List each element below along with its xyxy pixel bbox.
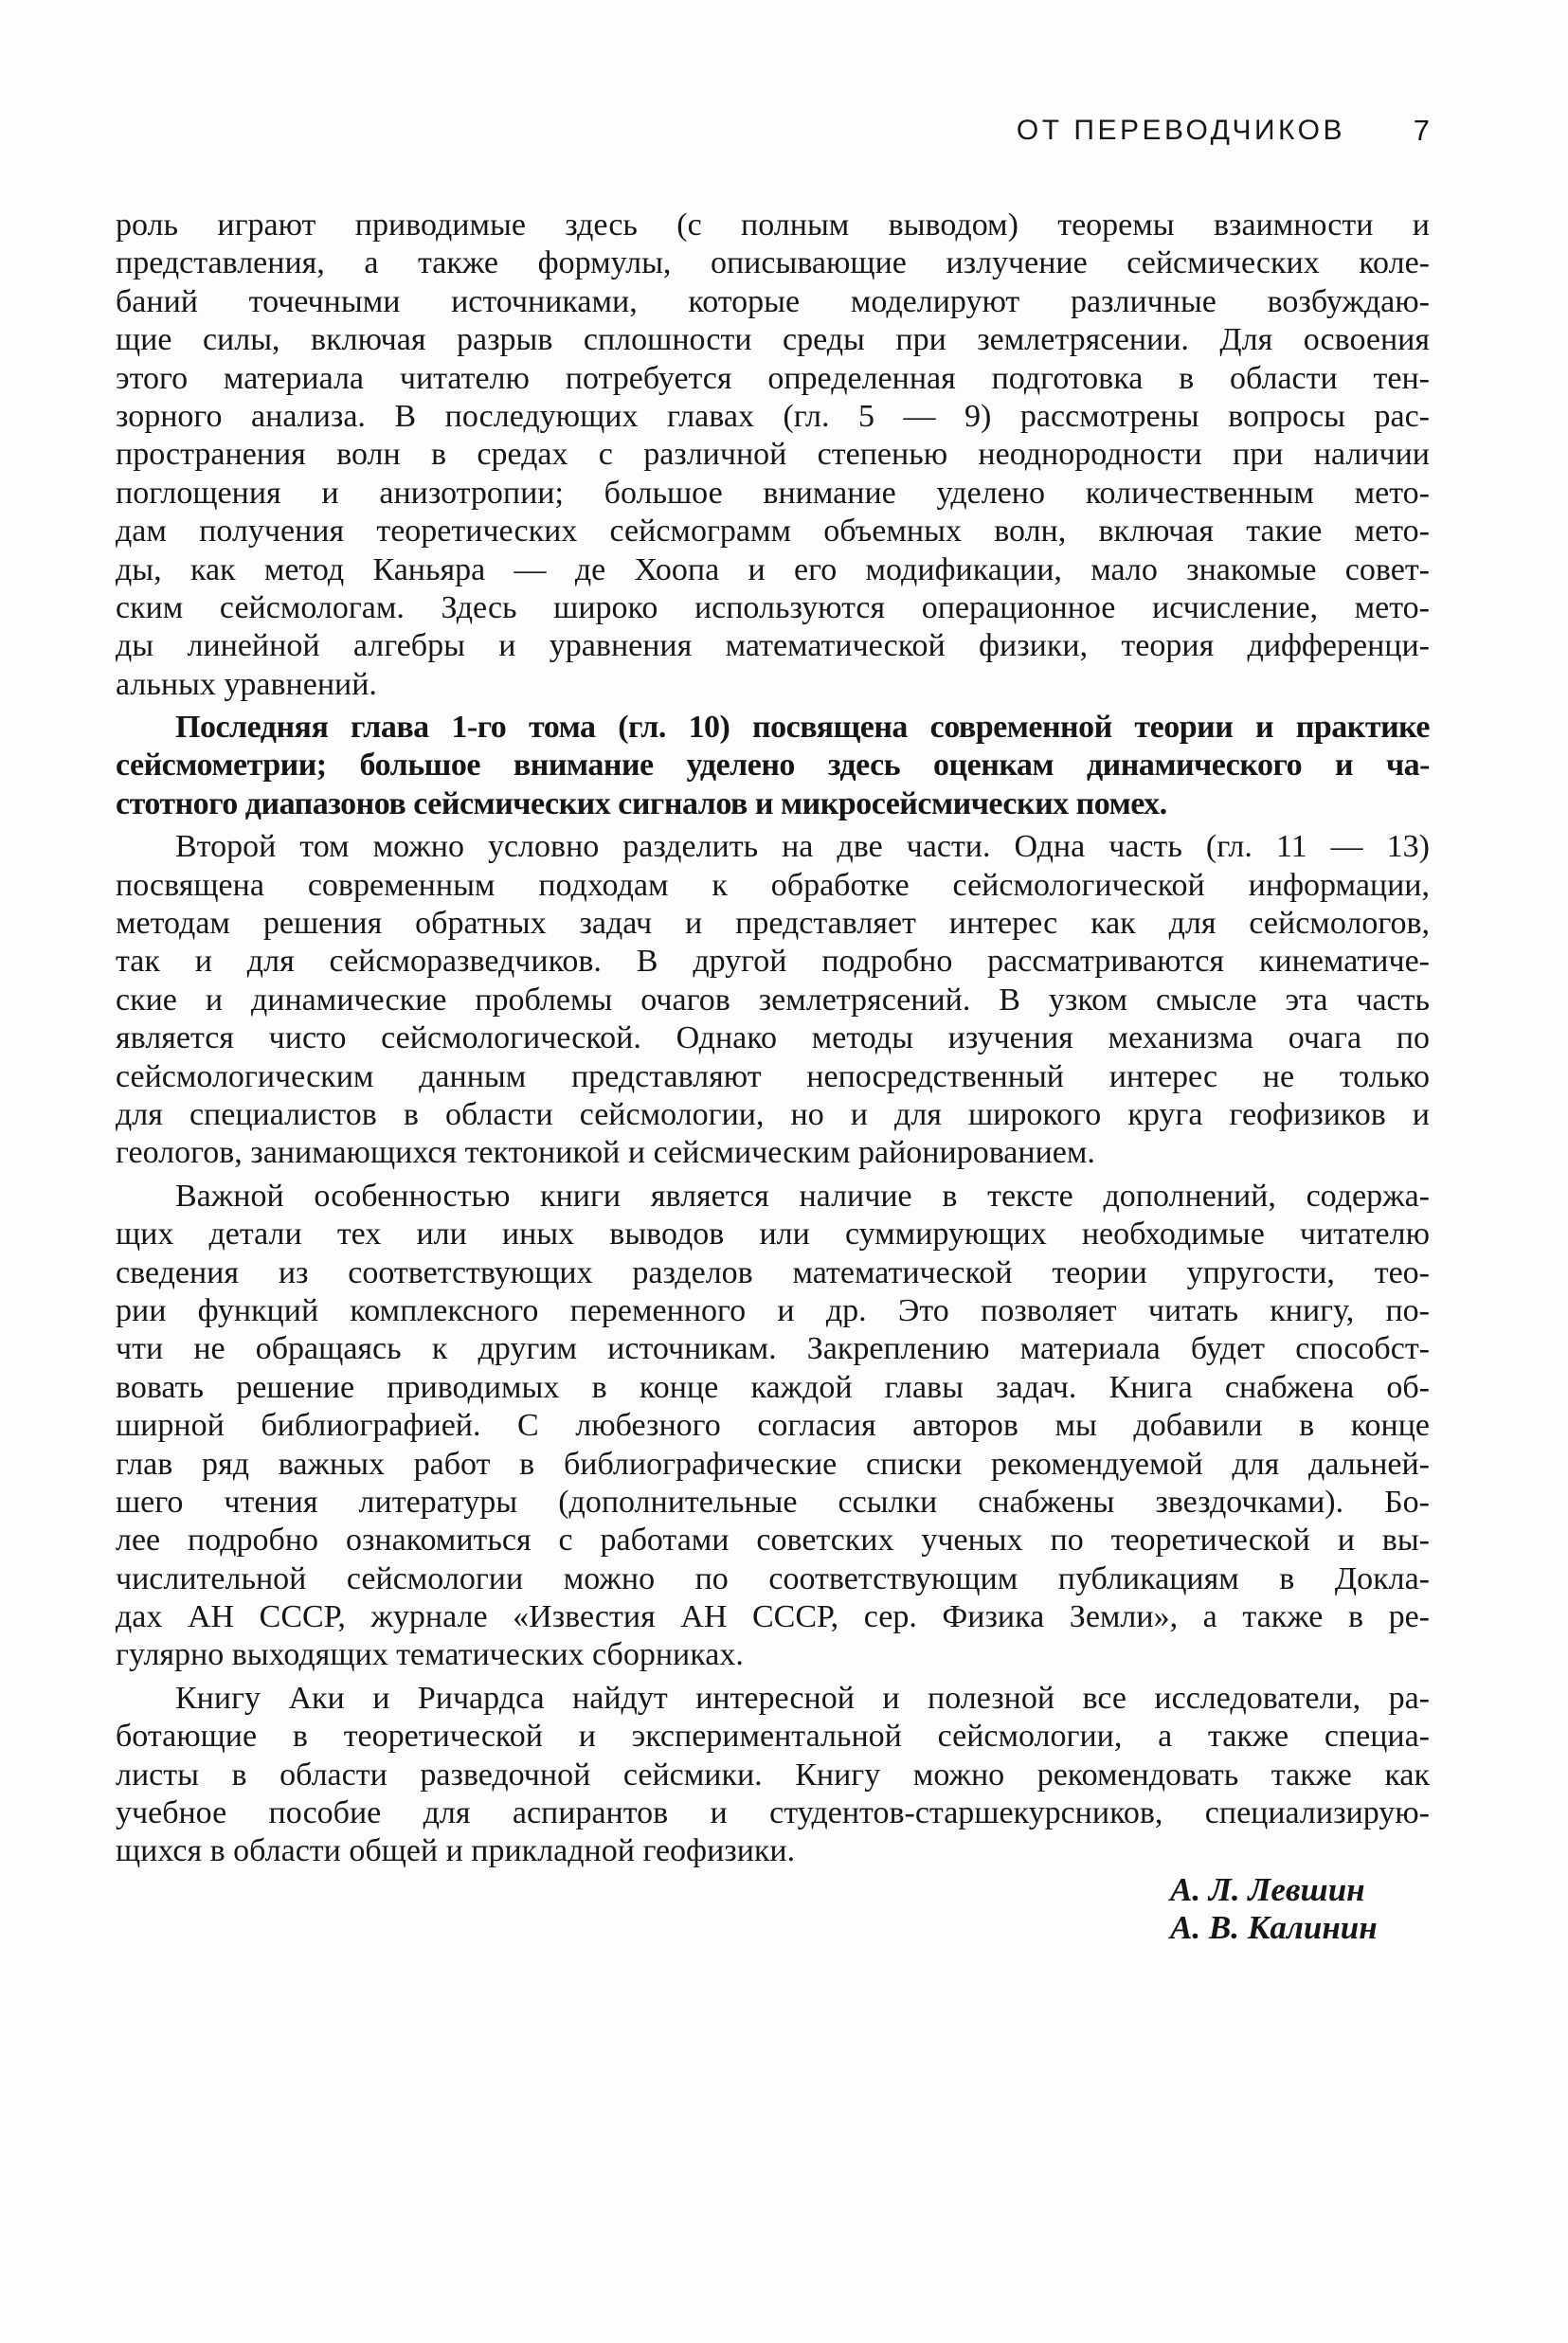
paragraph-1 [116,207,1430,704]
text-line: так и для сейсморазведчиков. В другой подробно рассматриваются кинематиче- [116,944,1430,980]
text-line: Последняя глава 1-го тома (гл. 10) посвящена современной теории и практике [175,710,1430,746]
text-line: баний точечными источниками, которые моделируют различные возбуждаю- [116,283,1430,319]
text-line: сейсмологическим данным представляют непосредственный интерес не только [116,1058,1430,1094]
text-line: лее подробно ознакомиться с работами советских ученых по теоретической и вы- [116,1523,1430,1559]
text-line: щие силы, включая разрыв сплошности среды при землетрясении. Для освоения [116,322,1430,358]
paragraph-5 [116,1680,1430,1871]
text-line: представления, а также формулы, описывающие излучение сейсмических коле- [116,245,1430,281]
text-line: глав ряд важных работ в библиографические списки рекомендуемой для дальней- [116,1446,1430,1482]
text-line: ды, как метод Каньяра — де Хоопа и его модификации, мало знакомые совет- [116,551,1430,587]
text-line: щихся в области общей и прикладной геофизики. [116,1833,796,1869]
text-line: Важной особенностью книги является наличие в тексте дополнений, содержа- [175,1178,1430,1214]
text-line: методам решения обратных задач и представляет интерес как для сейсмологов, [116,906,1430,942]
text-line: учебное пособие для аспирантов и студентов-старшекурсников, специализирую- [116,1795,1430,1831]
text-line: является чисто сейсмологической. Однако методы изучения механизма очага по [116,1020,1430,1056]
text-line: Второй том можно условно разделить на две части. Одна часть (гл. 11 — 13) [175,829,1430,865]
text-line: поглощения и анизотропии; большое внимание уделено количественным мето- [116,475,1430,511]
text-line: ским сейсмологам. Здесь широко используются операционное исчисление, мето- [116,589,1430,625]
text-line: числительной сейсмологии можно по соответствующим публикациям в Докла- [116,1560,1430,1596]
text-line: гулярно выходящих тематических сборниках. [116,1637,744,1673]
text-line: щих детали тех или иных выводов или суммирующих необходимые читателю [116,1217,1430,1253]
text-line: посвящена современным подходам к обработке сейсмологической информации, [116,867,1430,903]
text-line: геологов, занимающихся тектоникой и сейсмическим районированием. [116,1135,1095,1171]
signature-kalinin: А. В. Калинин [1170,1909,1378,1947]
page-number: 7 [1413,114,1430,147]
text-line: Книгу Аки и Ричардса найдут интересной и полезной все исследователи, ра- [175,1680,1430,1716]
translator-signatures [116,1871,1430,1948]
paragraph-2 [116,709,1430,823]
text-line: вовать решение приводимых в конце каждой главы задач. Книга снабжена об- [116,1369,1430,1405]
text-line: зорного анализа. В последующих главах (гл. 5 — 9) рассмотрены вопросы рас- [116,398,1430,434]
text-line: сейсмометрии; большое внимание уделено здесь оценкам динамического и ча- [116,748,1430,784]
text-line: стотного диапазонов сейсмических сигналов и микросейсмических помех. [116,785,1167,821]
text-line: альных уравнений. [116,666,377,702]
text-line: шего чтения литературы (дополнительные ссылки снабжены звездочками). Бо- [116,1484,1430,1520]
text-line: этого материала читателю потребуется определенная подготовка в области тен- [116,360,1430,396]
text-line: рии функций комплексного переменного и др. Это позволяет читать книгу, по- [116,1292,1430,1328]
running-header: ОТ ПЕРЕВОДЧИКОВ [1016,115,1345,146]
text-line: ширной библиографией. С любезного согласия авторов мы добавили в конце [116,1408,1430,1444]
text-line: чти не обращаясь к другим источникам. Закреплению материала будет способст- [116,1331,1430,1367]
text-line: сведения из соответствующих разделов математической теории упругости, тео- [116,1254,1430,1290]
text-line: для специалистов в области сейсмологии, но и для широкого круга геофизиков и [116,1096,1430,1132]
text-line: дах АН СССР, журнале «Известия АН СССР, сер. Физика Земли», а также в ре- [116,1599,1430,1635]
text-line: ботающие в теоретической и экспериментальной сейсмологии, а также специа- [116,1719,1430,1755]
body-text [116,207,1430,1948]
text-line: роль играют приводимые здесь (с полным выводом) теоремы взаимности и [116,207,1430,243]
paragraph-4 [116,1178,1430,1675]
text-line: листы в области разведочной сейсмики. Книгу можно рекомендовать также как [116,1757,1430,1793]
text-line: ды линейной алгебры и уравнения математической физики, теория дифференци- [116,628,1430,664]
text-line: пространения волн в средах с различной степенью неоднородности при наличии [116,437,1430,473]
text-line: дам получения теоретических сейсмограмм объемных волн, включая такие мето- [116,514,1430,550]
text-line: ские и динамические проблемы очагов землетрясений. В узком смысле эта часть [116,982,1430,1018]
signature-levshin: А. Л. Левшин [1170,1870,1365,1908]
paragraph-3 [116,828,1430,1173]
